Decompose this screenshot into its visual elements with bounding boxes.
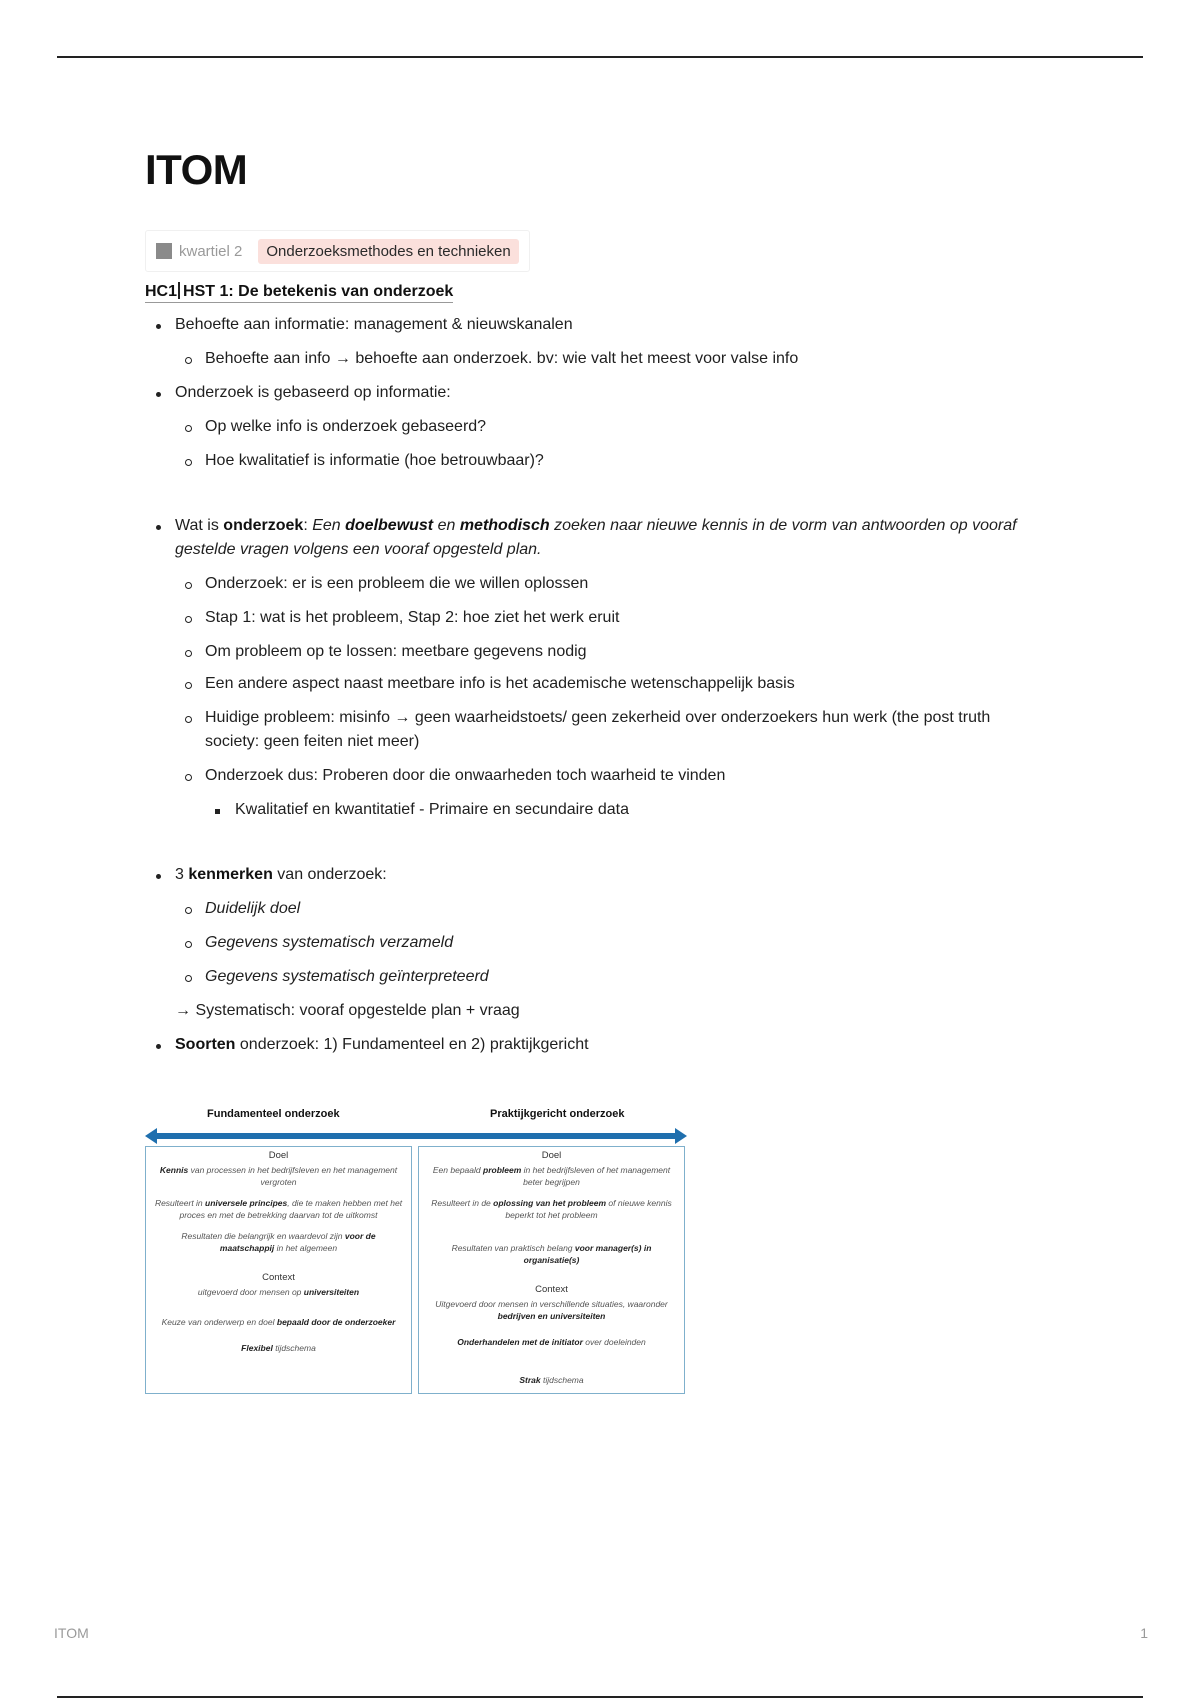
box-line: Kennis van processen in het bedrijfsleven en het management vergroten [159,1165,398,1187]
square-icon [156,243,172,259]
list-item [145,606,1045,630]
list-item [145,381,1045,405]
list-item-text: Behoefte aan info → behoefte aan onderzoek. bv: wie valt het meest voor valse info [205,350,799,367]
list-item [145,415,1045,439]
list-item [145,706,1045,754]
list-item [145,965,1045,989]
footer-title: ITOM [54,1625,89,1641]
box-line: Resulteert in universele principes, die te maken hebben met het proces en met de betrekking daarvan tot de uitkomst [154,1198,403,1220]
list-item-text: Duidelijk doel [205,900,301,917]
box-line: Uitgevoerd door mensen in verschillende situaties, waaronder bedrijven en universiteiten [435,1299,668,1321]
list-item [145,764,1045,788]
text-run: Wat is [175,517,224,534]
box-line: Een bepaald probleem in het bedrijfsleven of het management beter begrijpen [432,1165,671,1187]
bold-term: onderzoek [223,517,304,534]
text-run: 3 [175,866,189,883]
bold-italic-term: methodisch [459,517,550,534]
box-line: Strak tijdschema [519,1375,584,1385]
text-run: van onderzoek: [272,866,387,883]
section-heading [145,282,453,303]
bold-italic-term: doelbewust [345,517,434,534]
heading-title: HST 1: De betekenis van onderzoek [183,283,454,300]
top-rule [57,56,1143,58]
italic-run: zoeken naar nieuwe kennis in de vorm van antwoorden op vooraf gestelde vragen volgens een vooraf opgesteld plan. [175,517,1017,558]
tag-label: kwartiel 2 [179,242,243,260]
box-line: Onderhandelen met de initiator over doeleinden [457,1337,646,1347]
text-run: : [303,517,313,534]
box-line: uitgevoerd door mensen op universiteiten [197,1287,360,1297]
list-item-text: Hoe kwalitatief is informatie (hoe betrouwbaar)? [205,452,544,469]
box-line: Flexibel tijdschema [241,1343,316,1353]
fundamental-box [145,1146,412,1394]
list-item [145,572,1045,596]
text-run: onderzoek: 1) Fundamenteel en 2) praktijkgericht [235,1036,589,1053]
list-item [145,672,1045,696]
practical-box [418,1146,685,1394]
list-item-text: Stap 1: wat is het probleem, Stap 2: hoe ziet het werk eruit [205,609,620,626]
list-item [145,798,1045,822]
list-item [145,640,1045,664]
box-line: Keuze van onderwerp en doel bepaald door de onderzoeker [161,1317,396,1327]
list-item-text: Op welke info is onderzoek gebaseerd? [205,418,487,435]
box-section-label: Context [262,1272,295,1283]
box-section-label: Doel [541,1150,562,1161]
list-item [145,1033,1045,1057]
list-item-text: Gegevens systematisch verzameld [205,934,454,951]
document-body [145,140,1045,1057]
list-item-text: Om probleem op te lossen: meetbare gegevens nodig [205,643,587,660]
list-item-text: Behoefte aan informatie: management & nieuwskanalen [175,316,573,333]
list-item-text: Een andere aspect naast meetbare info is het academische wetenschappelijk basis [205,675,795,692]
box-line: Resultaten van praktisch belang voor manager(s) in organisatie(s) [451,1243,652,1265]
list-note-text: → Systematisch: vooraf opgestelde plan + vraag [175,1002,520,1019]
list-item [145,931,1045,955]
box-line: Resultaten die belangrijk en waardevol zijn voor de maatschappij in het algemeen [181,1231,376,1253]
list-item [145,897,1045,921]
italic-run: en [433,517,460,534]
box-section-label: Context [535,1284,568,1295]
box-line: Resulteert in de oplossing van het probleem of nieuwe kennis beperkt tot het probleem [431,1198,672,1220]
list-item-text: Onderzoek is gebaseerd op informatie: [175,384,451,401]
text-cursor [178,282,180,299]
list-item-text: Gegevens systematisch geïnterpreteerd [205,968,489,985]
page-number: 1 [1140,1625,1148,1641]
list-item [145,313,1045,337]
list-item-text: Huidige probleem: misinfo → geen waarheidstoets/ geen zekerheid over onderzoekers hun werk (the post truth society: geen feiten niet meer) [205,709,991,750]
list-item [145,449,1045,473]
list-note [145,999,1045,1023]
page-title: ITOM [145,146,248,193]
list-item-text: Onderzoek: er is een probleem die we willen oplossen [205,575,589,592]
box-section-label: Doel [268,1150,289,1161]
double-arrow-icon [145,1128,687,1144]
list-item [145,514,1045,562]
bold-term: Soorten [175,1036,236,1053]
property-tag[interactable] [145,230,530,272]
list-item-text: Kwalitatief en kwantitatief - Primaire en secundaire data [235,801,629,818]
list-item-text: Onderzoek dus: Proberen door die onwaarheden toch waarheid te vinden [205,767,726,784]
diagram-right-title: Praktijkgericht onderzoek [490,1108,625,1120]
heading-code: HC1 [145,283,178,300]
diagram-left-title: Fundamenteel onderzoek [207,1108,340,1120]
research-types-diagram [145,1108,687,1398]
italic-run: Een [312,517,346,534]
list-item [145,347,1045,371]
list-item [145,863,1045,887]
tag-pill[interactable]: Onderzoeksmethodes en technieken [258,239,518,264]
notes-list [145,313,1045,1057]
bold-term: kenmerken [188,866,273,883]
bottom-rule [57,1696,1143,1698]
